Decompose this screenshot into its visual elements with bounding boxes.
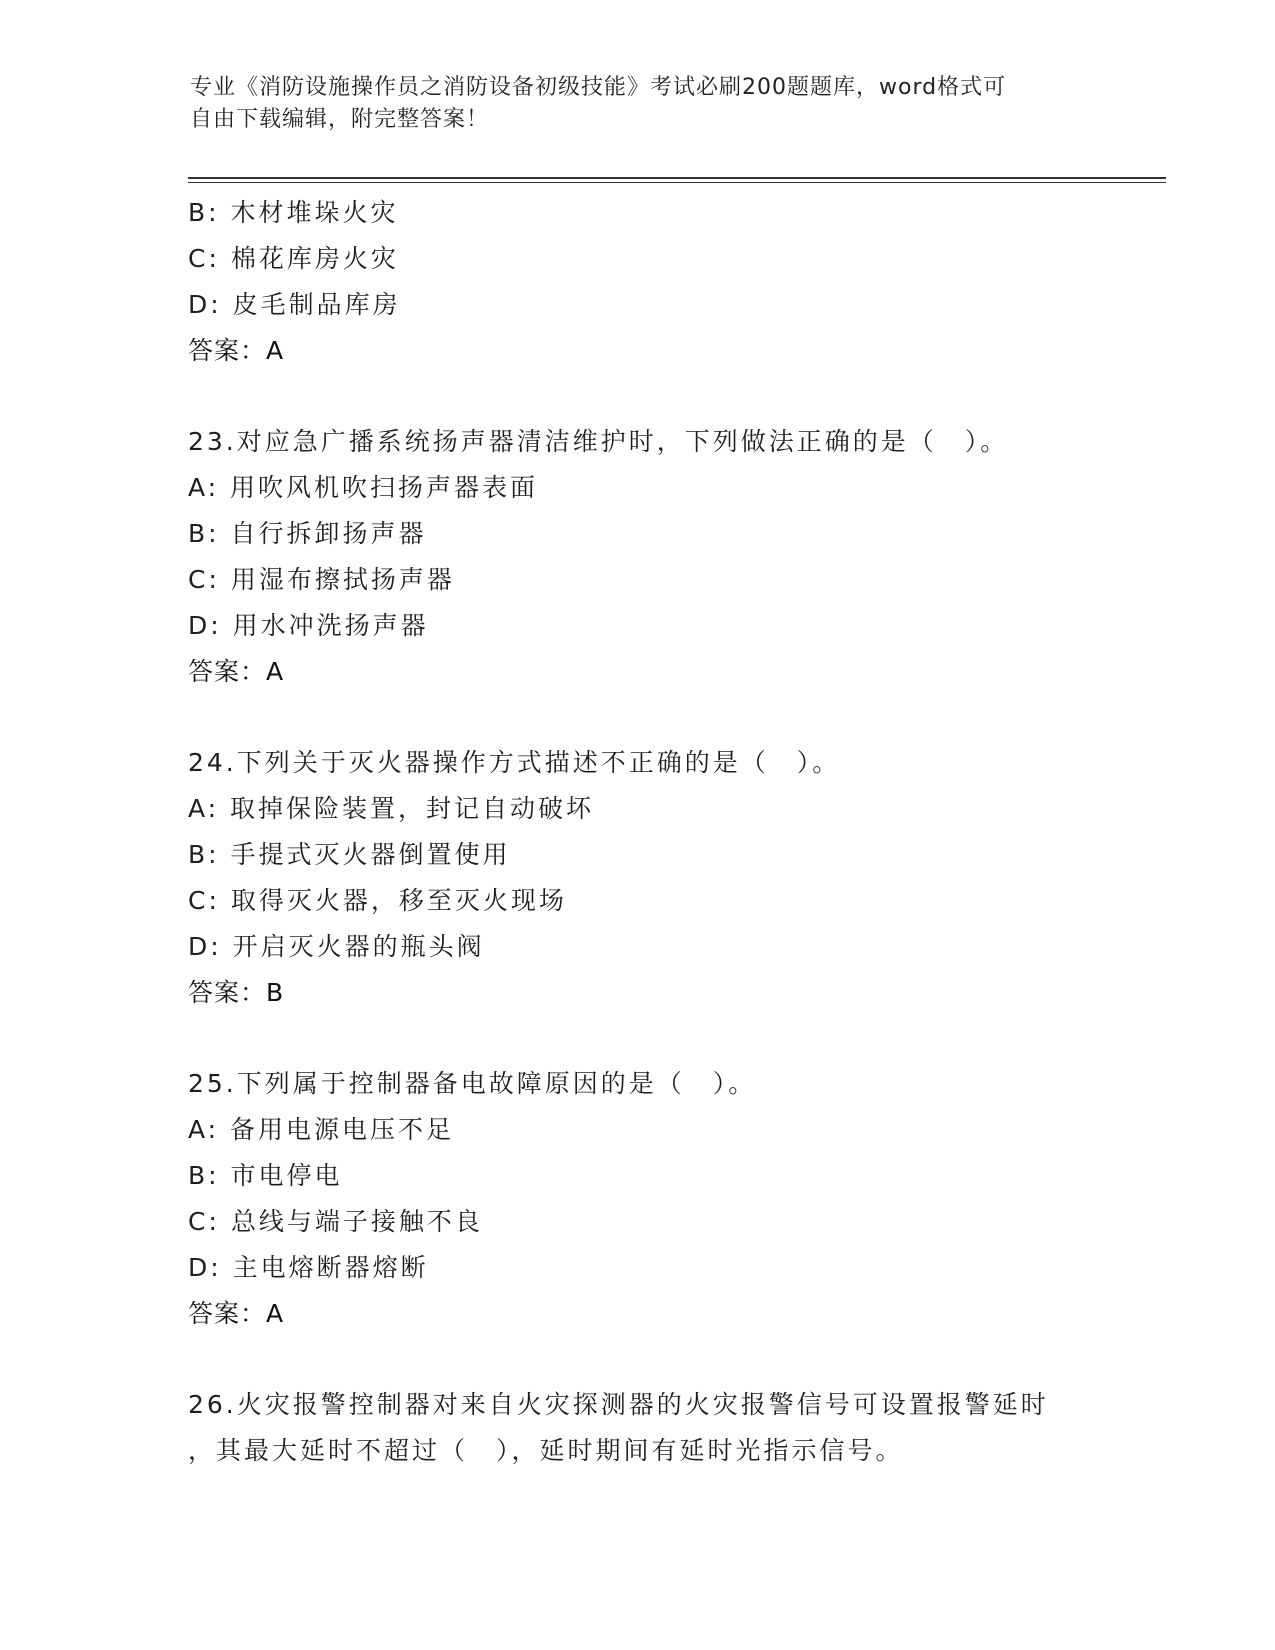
question-26	[188, 1382, 1088, 1474]
question-title	[188, 740, 1088, 786]
question-title-text: 25.下列属于控制器备电故障原因的是（ ）。	[188, 1069, 757, 1098]
question-22-tail	[188, 190, 1088, 374]
question-25	[188, 1061, 1088, 1337]
header-divider-thick	[188, 177, 1166, 179]
question-list	[188, 190, 1088, 1474]
option-c: C: 用湿布擦拭扬声器	[188, 565, 455, 594]
option-d: D: 开启灭火器的瓶头阀	[188, 932, 485, 961]
option-b: B: 自行拆卸扬声器	[188, 519, 427, 548]
option-b: B: 手提式灭火器倒置使用	[188, 840, 511, 869]
answer: 答案：B	[188, 978, 285, 1007]
question-title-line-2: ，其最大延时不超过（ ），延时期间有延时光指示信号。	[188, 1436, 904, 1465]
option-a: A: 取掉保险装置，封记自动破坏	[188, 794, 595, 823]
option-a: A: 备用电源电压不足	[188, 1115, 455, 1144]
option-c: C: 棉花库房火灾	[188, 244, 399, 273]
question-title-text: 23.对应急广播系统扬声器清洁维护时，下列做法正确的是（ ）。	[188, 427, 1009, 456]
question-24	[188, 740, 1088, 1016]
option-d: D: 主电熔断器熔断	[188, 1253, 429, 1282]
question-title-text: 24.下列关于灭火器操作方式描述不正确的是（ ）。	[188, 748, 841, 777]
document-header	[190, 72, 1070, 136]
question-title	[188, 1382, 1088, 1474]
option-a: A: 用吹风机吹扫扬声器表面	[188, 473, 539, 502]
question-title	[188, 419, 1088, 465]
option-b: B: 市电停电	[188, 1161, 343, 1190]
option-d: D: 皮毛制品库房	[188, 290, 401, 319]
header-line-1: 专业《消防设施操作员之消防设备初级技能》考试必刷200题题库，word格式可	[190, 75, 1007, 100]
header-divider-thin	[188, 182, 1166, 183]
option-c: C: 总线与端子接触不良	[188, 1207, 483, 1236]
option-c: C: 取得灭火器，移至灭火现场	[188, 886, 567, 915]
answer: 答案：A	[188, 336, 285, 365]
question-title-line-1: 26.火灾报警控制器对来自火灾探测器的火灾报警信号可设置报警延时	[188, 1390, 1049, 1419]
option-b: B: 木材堆垛火灾	[188, 198, 399, 227]
question-title	[188, 1061, 1088, 1107]
answer: 答案：A	[188, 657, 285, 686]
question-23	[188, 419, 1088, 695]
header-line-2: 自由下载编辑，附完整答案！	[190, 107, 490, 132]
option-d: D: 用水冲洗扬声器	[188, 611, 429, 640]
answer: 答案：A	[188, 1299, 285, 1328]
